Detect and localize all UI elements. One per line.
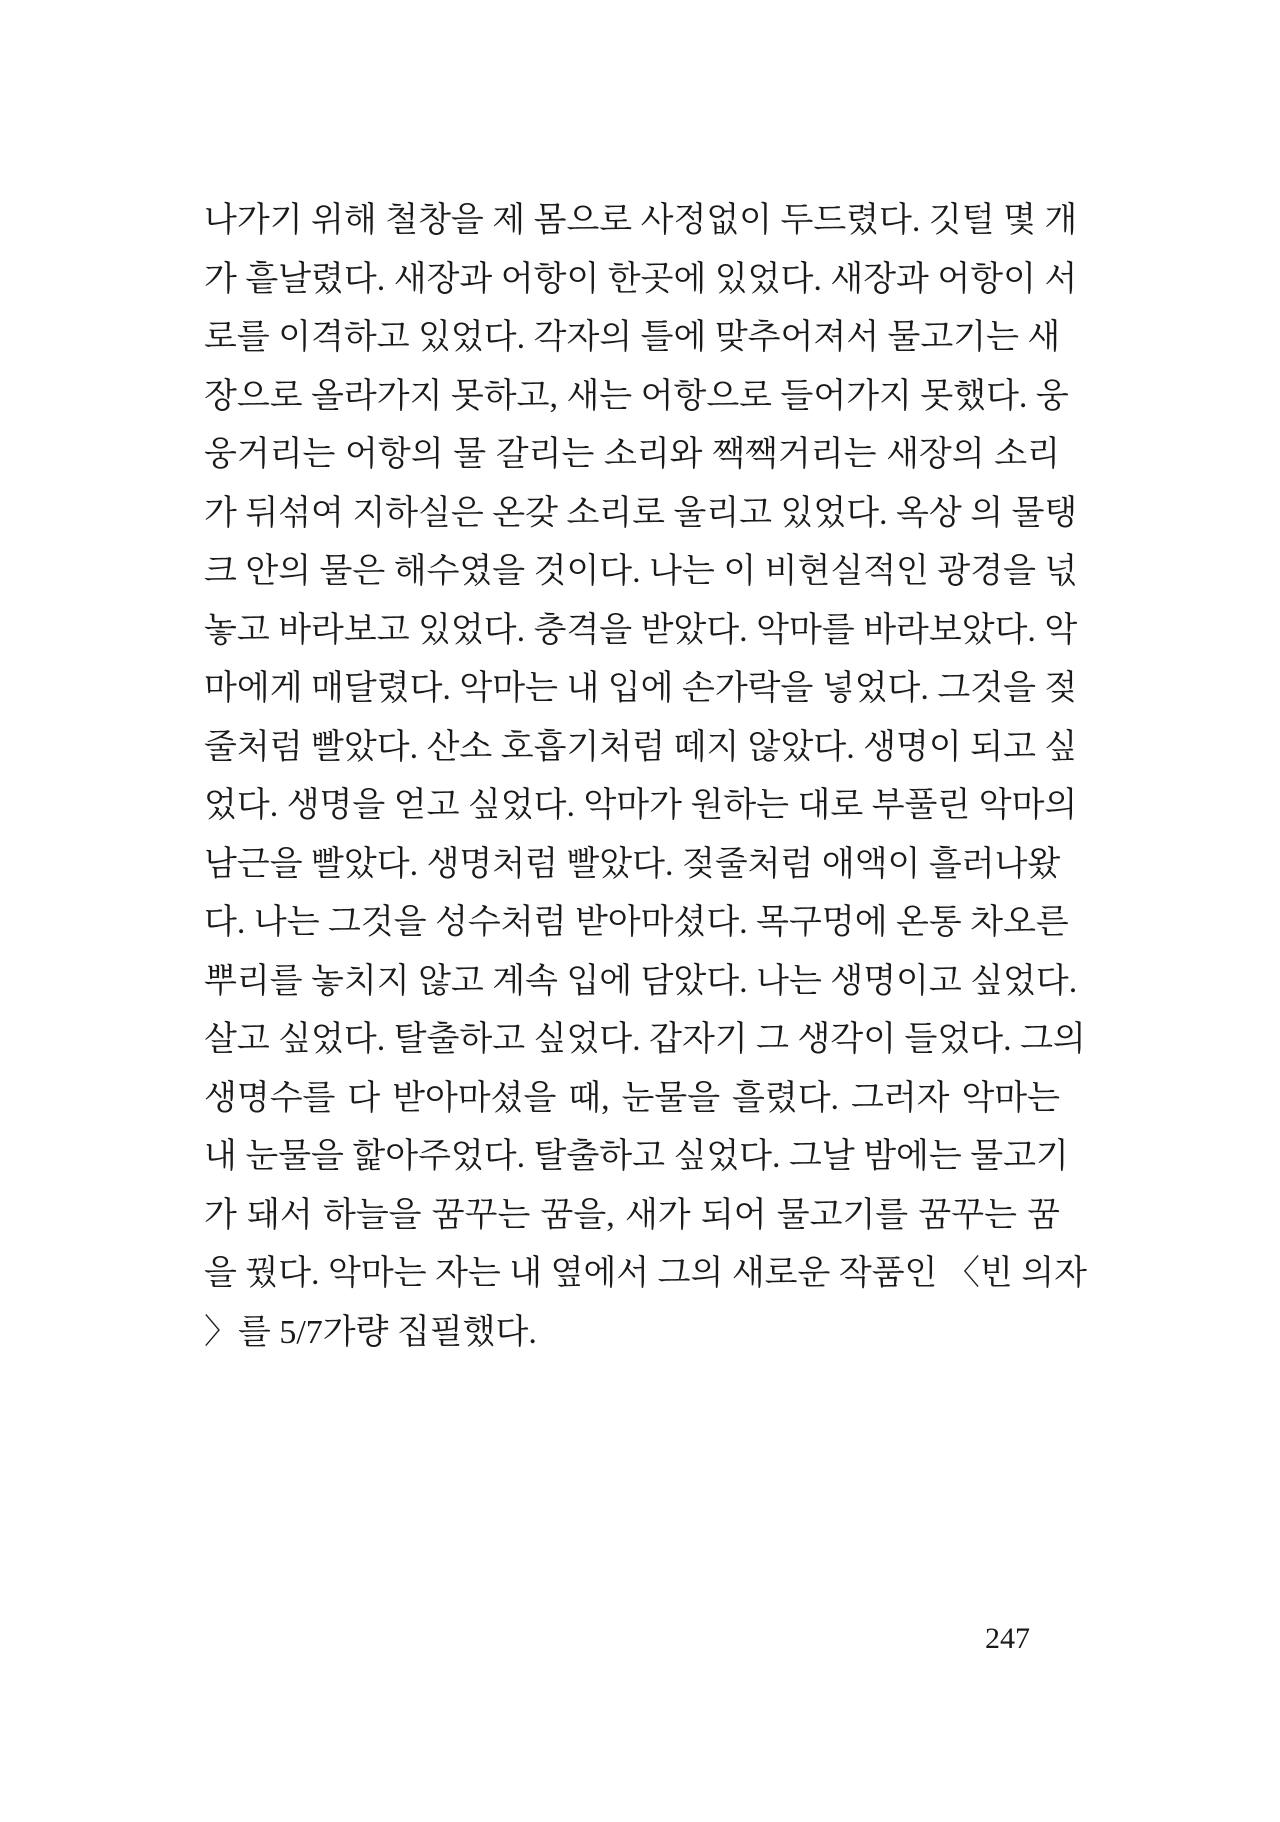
text-line: 웅거리는 어항의 물 갈리는 소리와 짹짹거리는 새장의 소리	[204, 436, 1060, 473]
text-line: 줄처럼 빨았다. 산소 호흡기처럼 떼지 않았다. 생명이 되고 싶	[204, 728, 1078, 766]
text-line: 었다. 생명을 얻고 싶었다. 악마가 원하는 대로 부풀린 악마의	[204, 787, 1078, 824]
text-line: 살고 싶었다. 탈출하고 싶었다. 갑자기 그 생각이 들었다. 그의	[204, 1021, 1086, 1058]
text-line: 나가기 위해 철창을 제 몸으로 사정없이 두드렸다. 깃털 몇 개	[204, 202, 1078, 239]
text-line: 을 꿨다. 악마는 자는 내 옆에서 그의 새로운 작품인 〈빈 의자	[204, 1255, 1087, 1292]
text-line: 가 뒤섞여 지하실은 온갖 소리로 울리고 있었다. 옥상 의 물탱	[204, 494, 1078, 532]
text-line: 로를 이격하고 있었다. 각자의 틀에 맞추어져서 물고기는 새	[204, 319, 1061, 356]
text-line: 생명수를 다 받아마셨을 때, 눈물을 흘렸다. 그러자 악마는	[204, 1079, 1060, 1117]
text-line: 가 흩날렸다. 새장과 어항이 한곳에 있었다. 새장과 어항이 서	[204, 260, 1078, 298]
text-line: 〉를 5/7가량 집필했다.	[204, 1313, 537, 1351]
text-line: 내 눈물을 핥아주었다. 탈출하고 싶었다. 그날 밤에는 물고기	[204, 1138, 1069, 1175]
page-number: 247	[985, 1622, 1030, 1655]
text-line: 마에게 매달렸다. 악마는 내 입에 손가락을 넣었다. 그것을 젖	[204, 670, 1078, 707]
text-line: 가 돼서 하늘을 꿈꾸는 꿈을, 새가 되어 물고기를 꿈꾸는 꿈	[204, 1196, 1060, 1234]
text-line: 남근을 빨았다. 생명처럼 빨았다. 젖줄처럼 애액이 흘러나왔	[204, 845, 1061, 883]
text-line: 크 안의 물은 해수였을 것이다. 나는 이 비현실적인 광경을 넋	[204, 553, 1078, 590]
text-line: 장으로 올라가지 못하고, 새는 어항으로 들어가지 못했다. 웅	[204, 377, 1069, 415]
text-line: 뿌리를 놓치지 않고 계속 입에 담았다. 나는 생명이고 싶었다.	[204, 962, 1078, 1000]
text-line: 다. 나는 그것을 성수처럼 받아마셨다. 목구멍에 온통 차오른	[204, 904, 1069, 941]
body-text	[204, 192, 1087, 1362]
text-line: 놓고 바라보고 있었다. 충격을 받았다. 악마를 바라보았다. 악	[204, 611, 1078, 649]
